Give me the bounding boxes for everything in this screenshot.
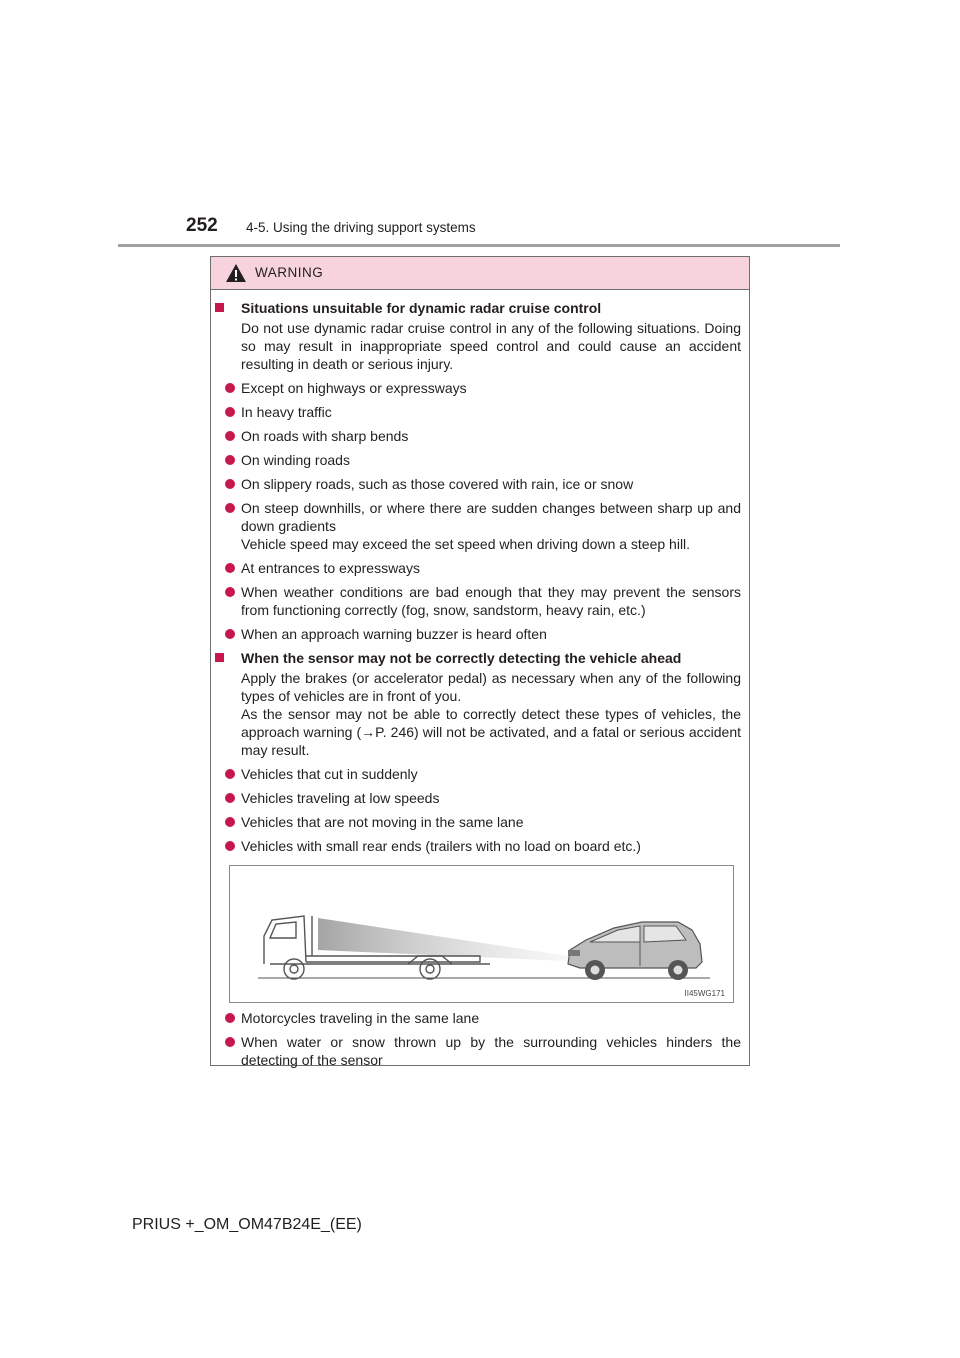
list-item: Vehicles with small rear ends (trailers with no load on board etc.) xyxy=(211,837,751,855)
header-rule xyxy=(118,244,840,247)
square-bullet-icon xyxy=(215,653,224,662)
list-item: Except on highways or expressways xyxy=(211,379,751,397)
list-item: In heavy traffic xyxy=(211,403,751,421)
square-bullet-icon xyxy=(215,303,224,312)
round-bullet-icon xyxy=(225,383,235,393)
document-code: PRIUS +_OM_OM47B24E_(EE) xyxy=(132,1216,362,1233)
round-bullet-icon xyxy=(225,455,235,465)
page-number: 252 xyxy=(186,215,218,236)
list-item: When weather conditions are bad enough that they may prevent the sensors from functioning correctly (fog, snow, sandstorm, heavy rain, etc.) xyxy=(211,583,751,619)
section2-heading: When the sensor may not be correctly detecting the vehicle ahead xyxy=(211,649,751,667)
round-bullet-icon xyxy=(225,431,235,441)
round-bullet-icon xyxy=(225,817,235,827)
list-item: On slippery roads, such as those covered with rain, ice or snow xyxy=(211,475,751,493)
round-bullet-icon xyxy=(225,629,235,639)
warning-title: WARNING xyxy=(255,265,324,280)
section-title: 4-5. Using the driving support systems xyxy=(246,220,476,235)
illustration-trailer-and-car xyxy=(229,865,734,1003)
round-bullet-icon xyxy=(225,1013,235,1023)
round-bullet-icon xyxy=(225,503,235,513)
warning-triangle-icon xyxy=(225,263,247,283)
round-bullet-icon xyxy=(225,479,235,489)
round-bullet-icon xyxy=(225,563,235,573)
list-item: Vehicles traveling at low speeds xyxy=(211,789,751,807)
warning-content xyxy=(211,299,751,1069)
section1-heading: Situations unsuitable for dynamic radar cruise control xyxy=(211,299,751,317)
section1-intro: Do not use dynamic radar cruise control in any of the following situations. Doing so may result in inappropriate speed control and could cause an accident resulting in death or serious injury. xyxy=(241,320,741,372)
list-item: Vehicles that are not moving in the same lane xyxy=(211,813,751,831)
page-header xyxy=(186,216,840,246)
list-item: On winding roads xyxy=(211,451,751,469)
round-bullet-icon xyxy=(225,793,235,803)
round-bullet-icon xyxy=(225,1037,235,1047)
round-bullet-icon xyxy=(225,407,235,417)
round-bullet-icon xyxy=(225,841,235,851)
list-item: When an approach warning buzzer is heard often xyxy=(211,625,751,643)
round-bullet-icon xyxy=(225,769,235,779)
list-item: Motorcycles traveling in the same lane xyxy=(211,1009,751,1027)
warning-box xyxy=(210,256,750,1066)
section2-intro-1: Apply the brakes (or accelerator pedal) as necessary when any of the following types of vehicles are in front of you. xyxy=(241,670,741,704)
list-item: On steep downhills, or where there are sudden changes between sharp up and down gradients Vehicle speed may exceed the set speed when driving down a steep hill. xyxy=(211,499,751,553)
list-item-note: Vehicle speed may exceed the set speed when driving down a steep hill. xyxy=(241,536,691,552)
round-bullet-icon xyxy=(225,587,235,597)
list-item: Vehicles that cut in suddenly xyxy=(211,765,751,783)
section2-intro-2: As the sensor may not be able to correctly detect these types of vehicles, the approach warning (→P. 246) will not be activated, and a fatal or serious accident may result. xyxy=(241,706,741,758)
list-item: On roads with sharp bends xyxy=(211,427,751,445)
warning-header xyxy=(211,257,749,290)
trailer-car-illustration xyxy=(230,866,733,1002)
list-item: When water or snow thrown up by the surrounding vehicles hinders the detecting of the sensor xyxy=(211,1033,751,1069)
sensor-beam xyxy=(318,918,568,961)
list-item: At entrances to expressways xyxy=(211,559,751,577)
car-icon xyxy=(568,922,702,980)
illustration-code: II45WG171 xyxy=(684,989,725,998)
